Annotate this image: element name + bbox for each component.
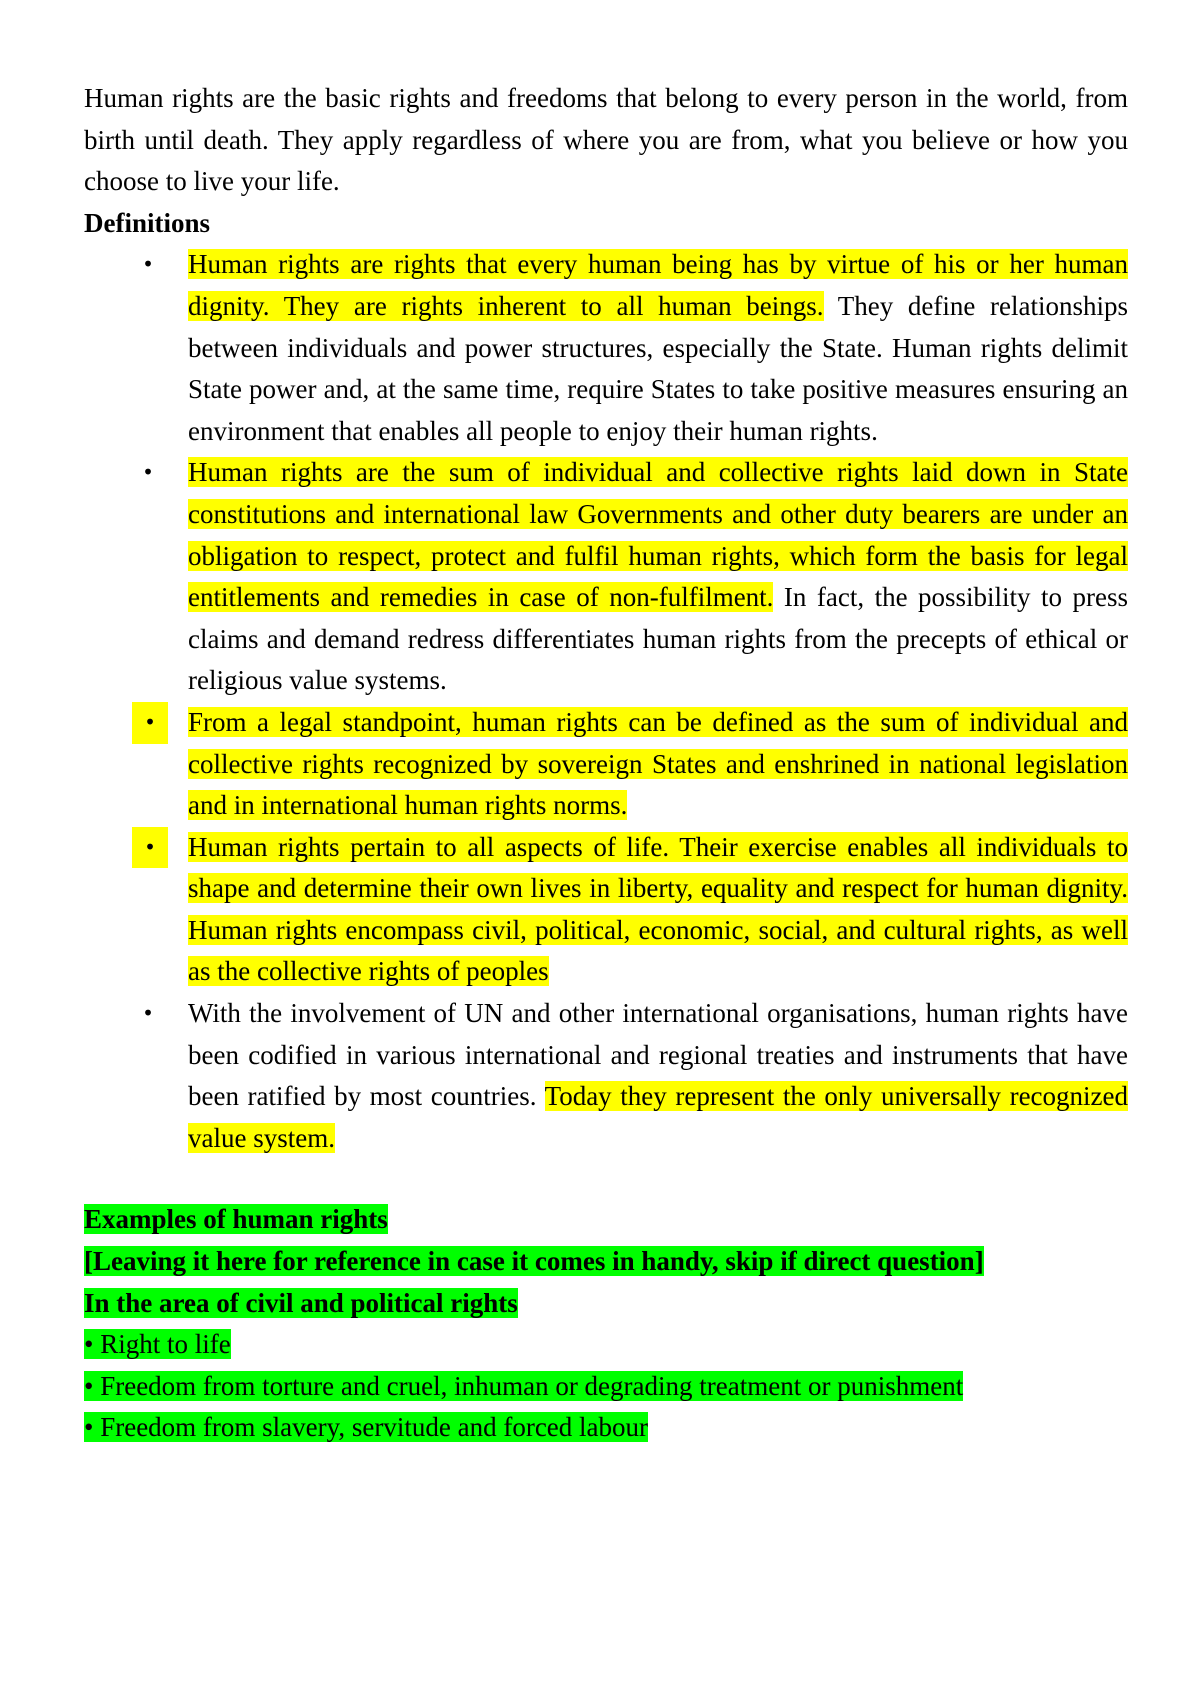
civil-right-item (84, 1366, 1128, 1408)
bullet-icon: • (132, 827, 168, 869)
definition-item-5 (84, 993, 1128, 1159)
reference-note-text: [Leaving it here for reference in case it comes in handy, skip if direct question] (84, 1246, 984, 1277)
definition-4-highlighted: Human rights pertain to all aspects of life. Their exercise enables all individuals to shape and determine their own lives in liberty, equality and respect for human dignity. Human rights encompass civil, political, economic, social, and cultural rights, as well as the collective rights of peoples (188, 831, 1128, 987)
definition-5-text: With the involvement of UN and other international organisations, human rights have been codified in various international and regional treaties and instruments that have been ratified by most countries. (188, 998, 1128, 1112)
civil-right-3: • Freedom from slavery, servitude and forced labour (84, 1412, 649, 1443)
bullet-icon: • (142, 252, 154, 277)
civil-right-item (84, 1324, 1128, 1366)
definition-item-2 (84, 452, 1128, 702)
definition-1-text: They define relationships between individuals and power structures, especially the State. Human rights delimit State power and, at the same time, require States to take positive measures ensuring an environment that enables all people to enjoy their human rights. (188, 290, 1128, 446)
bullet-icon: • (142, 460, 154, 485)
definition-5-highlighted: Today they represent the only universally recognized value system. (188, 1081, 1129, 1153)
definition-item-1 (84, 244, 1128, 452)
definition-2-text: In fact, the possibility to press claims and demand redress differentiates human rights from the precepts of ethical or religious value systems. (188, 582, 1128, 696)
civil-right-2: • Freedom from torture and cruel, inhuman or degrading treatment or punishment (84, 1370, 964, 1401)
document-page (84, 78, 1128, 1449)
civil-right-1: • Right to life (84, 1329, 231, 1360)
definitions-heading: Definitions (84, 207, 211, 238)
bullet-icon: • (142, 1001, 154, 1026)
definition-1-highlighted: Human rights are rights that every human being has by virtue of his or her human dignity. They are rights inherent to all human beings. (188, 249, 1128, 321)
definitions-list (84, 244, 1128, 1159)
examples-heading-text: Examples of human rights (84, 1204, 388, 1235)
civil-rights-heading (84, 1283, 1128, 1325)
definition-item-4 (84, 827, 1128, 993)
definition-2-highlighted: Human rights are the sum of individual and collective rights laid down in State constitutions and international law Governments and other duty bearers are under an obligation to respect, protect and fulfil human rights, which form the basis for legal entitlements and remedies in case of non-fulfilment. (188, 457, 1128, 613)
bullet-icon: • (132, 702, 168, 744)
definition-3-highlighted: From a legal standpoint, human rights can be defined as the sum of individual and collective rights recognized by sovereign States and enshrined in national legislation and in international human rights norms. (188, 706, 1128, 821)
intro-paragraph: Human rights are the basic rights and freedoms that belong to every person in the world, from birth until death. They apply regardless of where you are from, what you believe or how you choose to live your life. (84, 83, 1128, 197)
examples-heading (84, 1199, 1128, 1241)
reference-note (84, 1241, 1128, 1283)
civil-rights-heading-text: In the area of civil and political rights (84, 1287, 518, 1318)
civil-right-item (84, 1407, 1128, 1449)
section-spacer (84, 1159, 1128, 1199)
definition-item-3 (84, 702, 1128, 827)
